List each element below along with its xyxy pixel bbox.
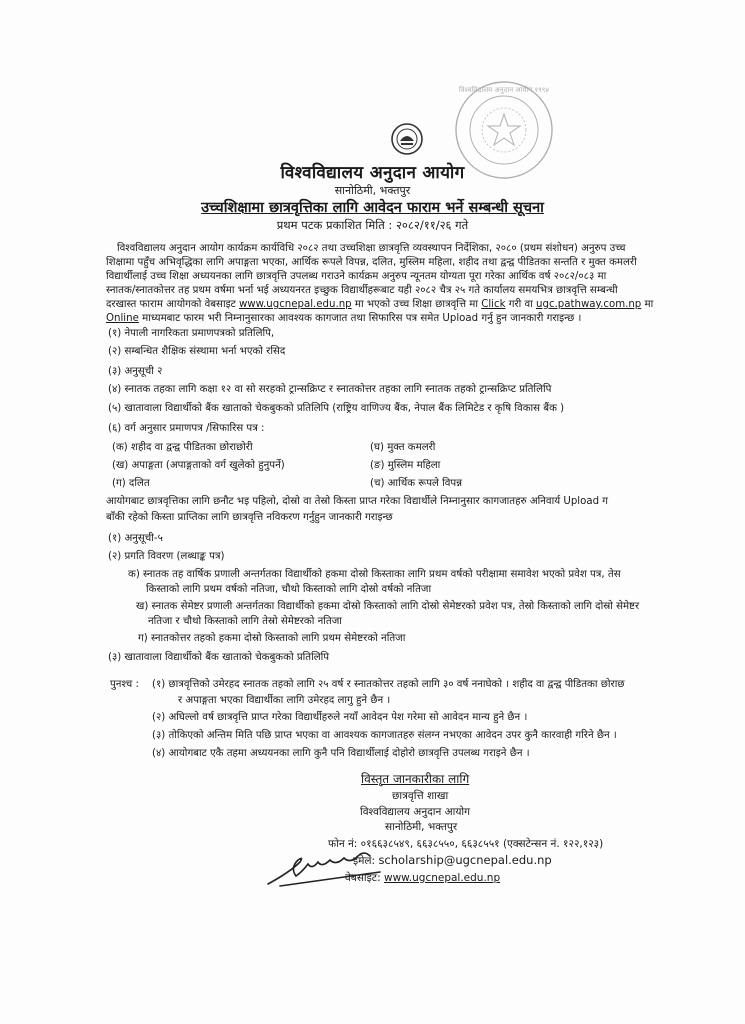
postscript-item: (२) अघिल्लो वर्ष छात्रवृत्ति प्राप्त गरेका विद्यार्थीहरुले नयाँ आवेदन पेश गरेमा सो आवेदन मान्य हुने छैन । <box>152 712 528 723</box>
renewal-subitem: ग) स्नातकोत्तर तहको हकमा दोस्रो किस्ताको लागि प्रथम सेमेष्टरको नतिजा <box>138 633 406 644</box>
category-item: (घ) मुक्त कमलरी <box>370 442 436 453</box>
online-word: Online <box>106 313 139 324</box>
renewal-subitem: क) स्नातक तह वार्षिक प्रणाली अन्तर्गतका विद्यार्थीको हकमा दोस्रो किस्ताका लागि प्रथम वर्षको परीक्षामा समावेश भएको प्रवेश पत्र, तेस <box>128 569 621 580</box>
renewal-item: (१) अनुसूची-५ <box>108 533 163 544</box>
document-item: (१) नेपाली नागरिकता प्रमाणपत्रको प्रतिलिपि, <box>108 328 275 339</box>
seal-text: विश्वविद्यालय अनुदान आयोग १९९४ <box>458 86 550 94</box>
renewal-line: बाँकी रहेको किस्ता प्राप्तिका लागि छात्रवृत्ति नविकरण गर्नुहुन जानकारी गराइन्छ <box>106 512 393 523</box>
category-item: (ङ) मुस्लिम महिला <box>370 460 441 471</box>
postscript-item: (१) छात्रवृत्तिको उमेरहद स्नातक तहको लागि २५ वर्ष र स्नातकोत्तर तहको लागि ३० वर्ष ननाघेको । शहीद वा द्वन्द्व पीडितका छोराछ <box>152 679 625 690</box>
intro-line-6 <box>106 310 581 324</box>
renewal-subitem: ख) स्नातक सेमेष्टर प्रणाली अन्तर्गतका विद्यार्थीको हकमा दोस्रो किस्ताको लागि दोस्रो सेमेष्टरको प्रवेश पत्र, तेस्रो किस्ताको लागि दोस्रो सेमेष्टर <box>136 601 640 612</box>
document-item: (५) खातावाला विद्यार्थीको बैंक खाताको चेकबुकको प्रतिलिपि (राष्ट्रिय वाणिज्य बैंक, नेपाल बैंक लिमिटेड र कृषि विकास बैंक ) <box>108 403 565 414</box>
document-item: (२) सम्बन्धित शैक्षिक संस्थामा भर्ना भएको रसिद <box>108 346 286 357</box>
contact-section: छात्रवृत्ति शाखा <box>392 790 449 802</box>
pathway-link[interactable]: ugc.pathway.com.np <box>536 299 642 310</box>
notice-title: उच्चशिक्षामा छात्रवृत्तिका लागि आवेदन फाराम भर्ने सम्बन्धी सूचना <box>201 200 544 216</box>
document-item: (३) अनुसूची २ <box>108 366 163 377</box>
org-name-heading: विश्वविद्यालय अनुदान आयोग <box>280 163 465 183</box>
contact-heading: विस्तृत जानकारीका लागि <box>361 772 470 786</box>
intro-line: विद्यार्थीलाई उच्च शिक्षा अध्ययनका लागि छात्रवृत्ति उपलब्ध गराउने कार्यक्रम अनुरुप न्यूनतम योग्यता पूरा गरेका आर्थिक वर्ष २०८२/०८३ मा <box>106 271 607 282</box>
postscript-item: (३) तोकिएको अन्तिम मिति पछि प्राप्त भएका वा आवश्यक कागजातहरु संलग्न नभएका आवेदन उपर कुनै कारवाही गरिने छैन । <box>152 730 617 741</box>
intro-text: मा <box>641 299 654 310</box>
intro-line-5 <box>106 296 653 310</box>
email-link[interactable]: scholarship@ugcnepal.edu.np <box>378 853 552 867</box>
renewal-item: (३) खातावाला विद्यार्थीको बैंक खाताको चेकबुकको प्रतिलिपि <box>108 652 330 663</box>
document-item: (४) स्नातक तहका लागि कक्षा १२ वा सो सरहको ट्रान्सक्रिप्ट र स्नातकोत्तर तहका लागि स्नातक तहको ट्रान्सक्रिप्ट प्रतिलिपि <box>108 384 552 395</box>
renewal-subitem: किस्ताको लागि प्रथम वर्षको नतिजा, चौथो किस्ताको लागि दोस्रो वर्षको नतिजा <box>146 584 432 595</box>
renewal-item: (२) प्रगति विवरण (लब्धाङ्क पत्र) <box>108 551 225 562</box>
intro-text: गरी वा <box>505 299 537 310</box>
document-item: (६) वर्ग अनुसार प्रमाणपत्र /सिफारिस पत्र : <box>108 423 265 434</box>
intro-text: माध्यमबाट फारम भरी निम्नानुसारका आवश्यक कागजात तथा सिफारिस पत्र समेत Upload गर्नु हुन जानकारी गराइन्छ । <box>138 313 582 324</box>
category-item: (ख) अपाङ्गता (अपाङ्गताको वर्ग खुलेको हुनुपर्ने) <box>112 460 285 471</box>
category-item: (क) शहीद वा द्वन्द्व पीडितका छोराछोरी <box>112 442 253 453</box>
ugc-emblem-icon <box>390 122 424 156</box>
postscript-label: पुनश्च : <box>110 679 139 690</box>
publish-date: प्रथम पटक प्रकाशित मिति : २०८२/११/२६ गते <box>276 218 469 232</box>
contact-place: सानोठिमी, भक्तपुर <box>385 821 458 833</box>
website-link[interactable]: www.ugcnepal.edu.np <box>238 299 352 310</box>
website-label: वेबसाइट: <box>345 872 384 884</box>
intro-text: दरखास्त फाराम आयोगको वेबसाइट <box>106 299 239 310</box>
intro-line: विश्वविद्यालय अनुदान आयोग कार्यक्रम कार्यविधि २०८२ तथा उच्चशिक्षा छात्रवृत्ति व्यवस्थापन निर्देशिका, २०८० (प्रथम संशोधन) अनुरुप उच्च <box>117 243 626 254</box>
contact-website-link[interactable]: www.ugcnepal.edu.np <box>383 872 501 884</box>
signature-icon <box>260 842 410 892</box>
category-item: (च) आर्थिक रूपले विपन्न <box>370 478 463 489</box>
click-link[interactable]: Click <box>481 299 506 310</box>
intro-line: स्नातक/स्नातकोत्तर तह प्रथम वर्षमा भर्ना भई अध्ययनरत इच्छुक विद्यार्थीहरूबाट यही २०८२ चैत्र २५ गते कार्यालय समयभित्र छात्रवृत्ति सम्बन्धी <box>106 285 618 296</box>
category-item: (ग) दलित <box>112 478 150 489</box>
contact-phone: फोन नं: ०१६६३८५४९, ६६३८५५०, ६६३८५५१ (एक्सटेन्सन नं. १२२,१२३) <box>328 838 604 850</box>
postscript-item: र अपाङ्गता भएका विद्यार्थीका लागि उमेरहद लागु हुने छैन । <box>178 695 391 706</box>
renewal-subitem: नतिजा र चौथो किस्ताको लागि तेस्रो सेमेष्टरको नतिजा <box>148 616 342 627</box>
postscript-item: (४) आयोगबाट एकै तहमा अध्ययनका लागि कुनै पनि विद्यार्थीलाई दोहोरो छात्रवृत्ति उपलब्ध गराइने छैन । <box>152 748 530 759</box>
renewal-line: आयोगबाट छात्रवृत्तिका लागि छनौट भइ पहिलो, दोस्रो वा तेस्रो किस्ता प्राप्त गरेका विद्यार्थीले निम्नानुसार कागजातहरु अनिवार्य Upload ग <box>106 496 609 507</box>
contact-org: विश्वविद्यालय अनुदान आयोग <box>360 806 471 818</box>
email-label: इमेल: <box>353 855 379 867</box>
org-location: सानोठिमी, भक्तपुर <box>334 184 411 197</box>
intro-line: शिक्षामा पहुँच अभिवृद्धिका लागि अपाङ्गता भएका, आर्थिक रूपले विपन्न, दलित, मुस्लिम महिला, शहीद तथा द्वन्द्व पीडितका सन्तति र मुक्त कमलरी <box>106 257 637 268</box>
intro-text: मा भएको उच्च शिक्षा छात्रवृत्ति मा <box>351 299 482 310</box>
